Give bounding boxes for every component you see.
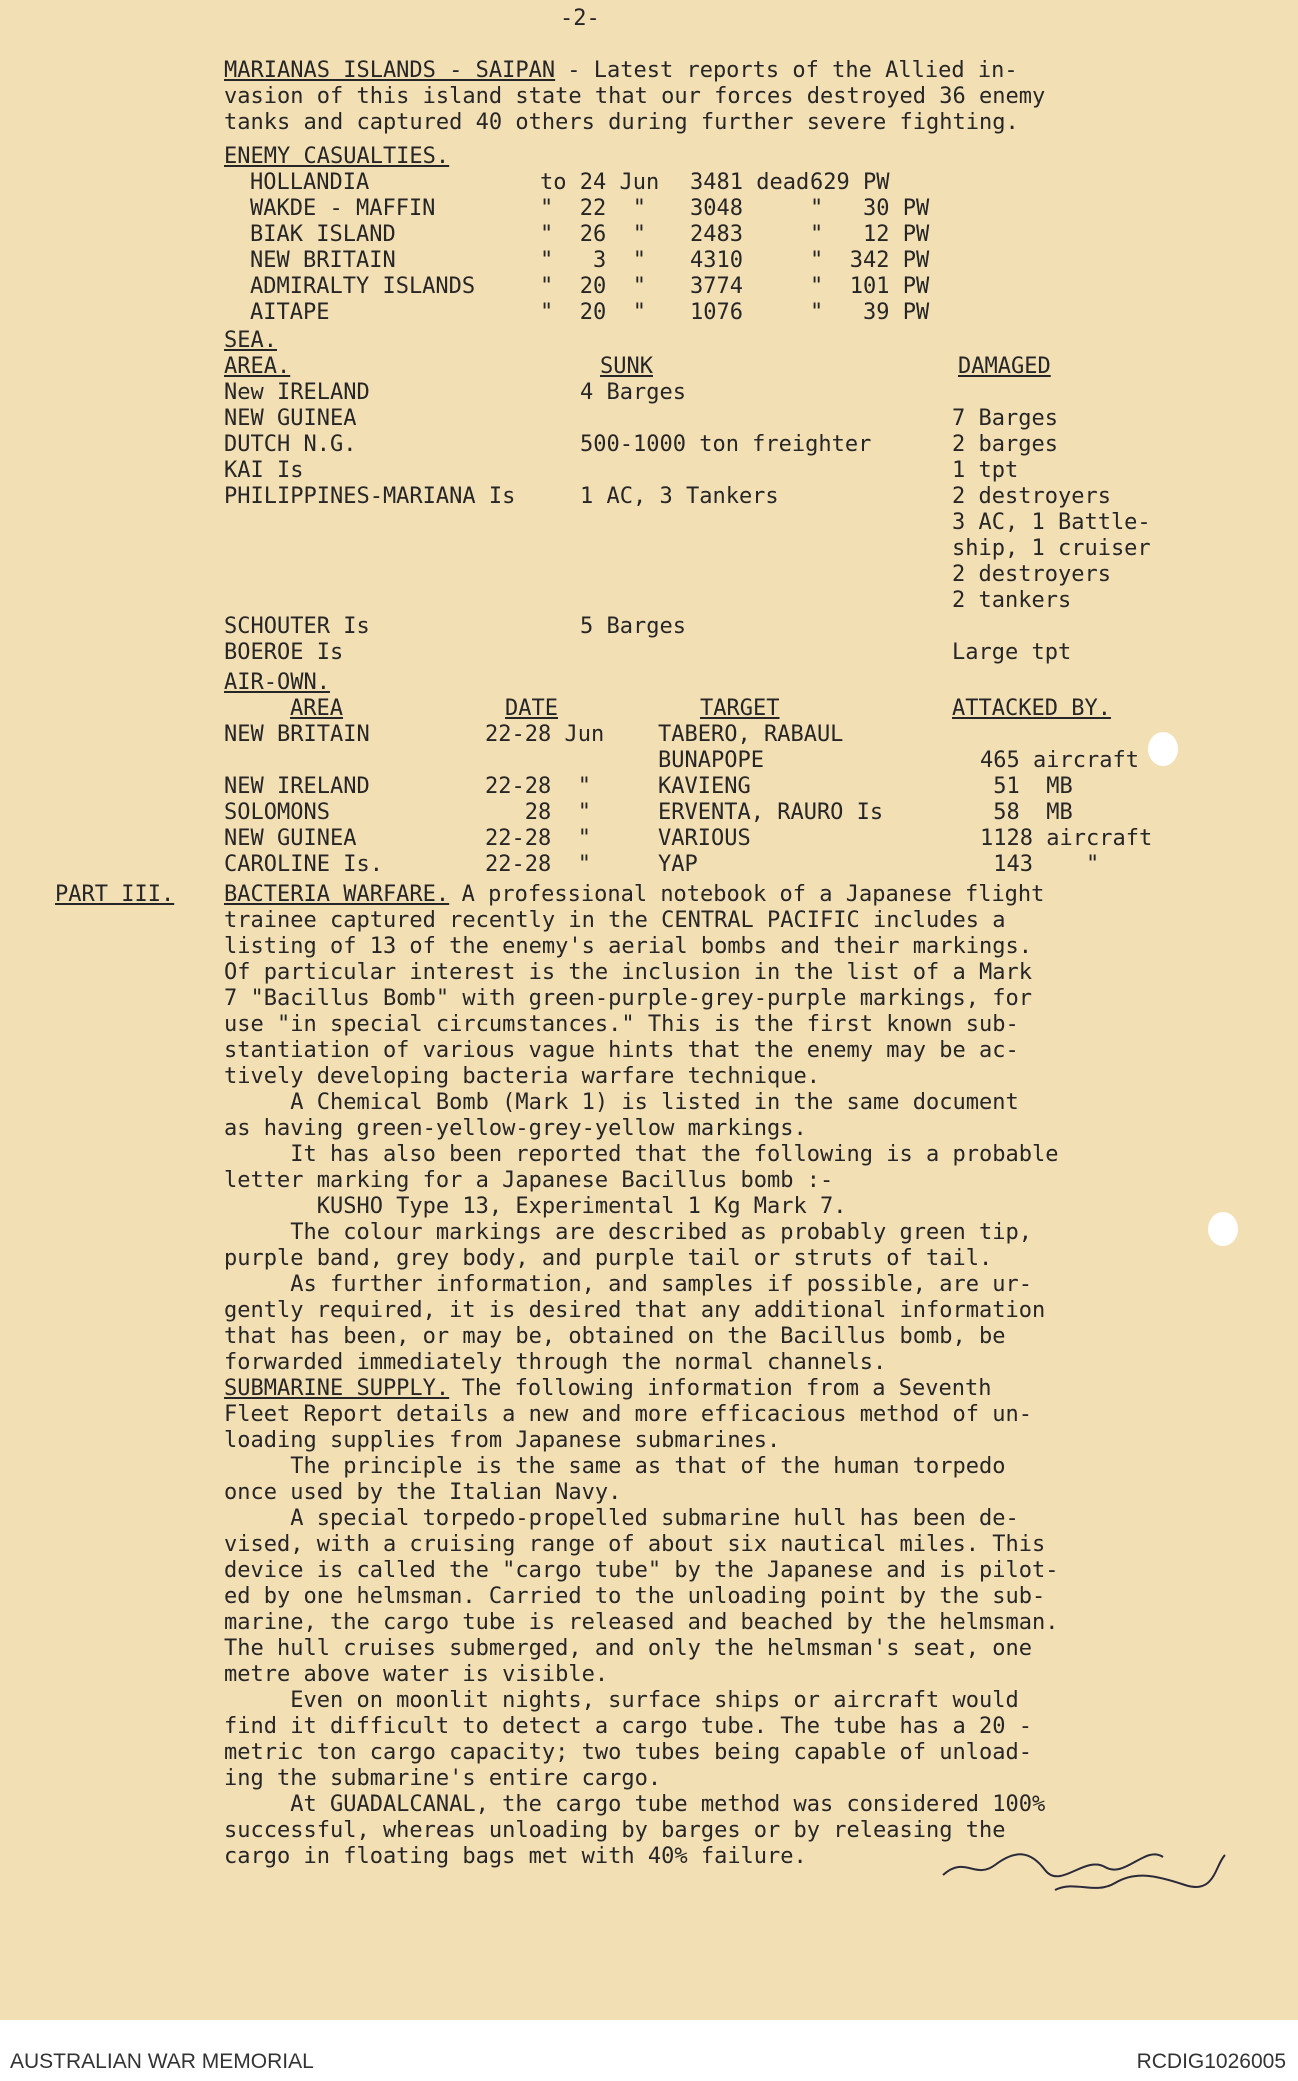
casualty-pw: 629 PW	[810, 170, 890, 195]
air-area: NEW GUINEA	[224, 826, 357, 851]
page-number: -2-	[560, 6, 600, 31]
bacteria-line: 7 "Bacillus Bomb" with green-purple-grey-purple markings, for	[224, 986, 1032, 1011]
sea-damaged: 3 AC, 1 Battle-	[952, 510, 1151, 535]
air-col-attacked: ATTACKED BY.	[952, 696, 1111, 721]
submarine-line: The following information from a Seventh	[448, 1376, 992, 1401]
sea-sunk: 1 AC, 3 Tankers	[580, 484, 779, 509]
submarine-line: The principle is the same as that of the human torpedo	[224, 1454, 1006, 1479]
submarine-heading: SUBMARINE SUPPLY.	[224, 1376, 450, 1401]
sea-area: NEW GUINEA	[224, 406, 357, 431]
sea-damaged: ship, 1 cruiser	[952, 536, 1151, 561]
casualty-pw: " 101 PW	[810, 274, 930, 299]
submarine-line: loading supplies from Japanese submarines.	[224, 1428, 781, 1453]
bacteria-heading: BACTERIA WARFARE.	[224, 882, 450, 907]
sea-damaged: 7 Barges	[952, 406, 1058, 431]
casualty-place: BIAK ISLAND	[250, 222, 396, 247]
bacteria-line: use "in special circumstances." This is the first known sub-	[224, 1012, 1019, 1037]
bacteria-line: purple band, grey body, and purple tail or struts of tail.	[224, 1246, 993, 1271]
submarine-line: cargo in floating bags met with 40% failure.	[224, 1844, 807, 1869]
sea-area: New IRELAND	[224, 380, 370, 405]
bacteria-line: It has also been reported that the following is a probable	[224, 1142, 1059, 1167]
footer-right: RCDIG1026005	[1136, 2050, 1286, 2073]
air-area: SOLOMONS	[224, 800, 330, 825]
casualty-dead: 4310	[690, 248, 743, 273]
air-target: KAVIENG	[658, 774, 751, 799]
submarine-line: metre above water is visible.	[224, 1662, 609, 1687]
bacteria-line: tively developing bacteria warfare technique.	[224, 1064, 821, 1089]
casualty-date: " 20 "	[540, 274, 646, 299]
air-date: 22-28 "	[485, 774, 591, 799]
air-target: YAP	[658, 852, 698, 877]
submarine-line: Even on moonlit nights, surface ships or aircraft would	[224, 1688, 1019, 1713]
casualty-place: NEW BRITAIN	[250, 248, 396, 273]
bacteria-line: listing of 13 of the enemy's aerial bombs and their markings.	[224, 934, 1032, 959]
footer-left: AUSTRALIAN WAR MEMORIAL	[10, 2050, 314, 2073]
casualty-dead: 3774	[690, 274, 743, 299]
submarine-line: once used by the Italian Navy.	[224, 1480, 622, 1505]
casualties-heading: ENEMY CASUALTIES.	[224, 144, 450, 169]
casualty-date: to 24 Jun	[540, 170, 660, 195]
bacteria-line: The colour markings are described as probably green tip,	[224, 1220, 1032, 1245]
sea-area: DUTCH N.G.	[224, 432, 357, 457]
submarine-line: Fleet Report details a new and more efficacious method of un-	[224, 1402, 1032, 1427]
air-area: NEW IRELAND	[224, 774, 370, 799]
air-target: TABERO, RABAUL	[658, 722, 844, 747]
air-area: CAROLINE Is.	[224, 852, 383, 877]
sea-damaged: 2 tankers	[952, 588, 1072, 613]
sea-col-damaged: DAMAGED	[958, 354, 1051, 379]
casualty-dead: 1076	[690, 300, 743, 325]
sea-sunk: 4 Barges	[580, 380, 686, 405]
sea-col-sunk: SUNK	[600, 354, 653, 379]
air-col-date: DATE	[505, 696, 558, 721]
air-target: VARIOUS	[658, 826, 751, 851]
sea-damaged: Large tpt	[952, 640, 1072, 665]
air-attacked: 465 aircraft	[980, 748, 1139, 773]
intro-heading: MARIANAS ISLANDS - SAIPAN	[224, 58, 556, 83]
sea-damaged: 1 tpt	[952, 458, 1019, 483]
casualty-pw: " 30 PW	[810, 196, 930, 221]
handwritten-signature	[935, 1835, 1235, 1910]
air-attacked: 51 MB	[980, 774, 1073, 799]
casualty-place: AITAPE	[250, 300, 330, 325]
air-area: NEW BRITAIN	[224, 722, 370, 747]
intro-line: - Latest reports of the Allied in-	[554, 58, 1018, 83]
air-attacked: 1128 aircraft	[980, 826, 1153, 851]
sea-damaged: 2 destroyers	[952, 484, 1111, 509]
sea-sunk: 500-1000 ton freighter	[580, 432, 872, 457]
sea-damaged: 2 barges	[952, 432, 1058, 457]
air-date: 22-28 "	[485, 852, 591, 877]
submarine-line: vised, with a cruising range of about six nautical miles. This	[224, 1532, 1046, 1557]
sea-area: BOEROE Is	[224, 640, 344, 665]
sea-col-area: AREA.	[224, 354, 291, 379]
bacteria-line: trainee captured recently in the CENTRAL PACIFIC includes a	[224, 908, 1006, 933]
sea-area: PHILIPPINES-MARIANA Is	[224, 484, 516, 509]
submarine-line: device is called the "cargo tube" by the Japanese and is pilot-	[224, 1558, 1059, 1583]
submarine-line: At GUADALCANAL, the cargo tube method was considered 100%	[224, 1792, 1046, 1817]
air-heading: AIR-OWN.	[224, 670, 330, 695]
casualty-date: " 26 "	[540, 222, 646, 247]
bacteria-line: Of particular interest is the inclusion in the list of a Mark	[224, 960, 1032, 985]
air-col-target: TARGET	[700, 696, 780, 721]
submarine-line: find it difficult to detect a cargo tube. The tube has a 20 -	[224, 1714, 1032, 1739]
bacteria-line: KUSHO Type 13, Experimental 1 Kg Mark 7.	[224, 1194, 847, 1219]
bacteria-line: As further information, and samples if possible, are ur-	[224, 1272, 1032, 1297]
casualty-dead: 3481 dead	[690, 170, 810, 195]
bacteria-line: that has been, or may be, obtained on the Bacillus bomb, be	[224, 1324, 1006, 1349]
part-label: PART III.	[55, 882, 175, 907]
bacteria-line: A Chemical Bomb (Mark 1) is listed in the same document	[224, 1090, 1019, 1115]
punch-hole-top	[1148, 732, 1178, 766]
casualty-pw: " 342 PW	[810, 248, 930, 273]
submarine-line: successful, whereas unloading by barges or by releasing the	[224, 1818, 1006, 1843]
intro-line: vasion of this island state that our forces destroyed 36 enemy	[224, 84, 1046, 109]
casualty-dead: 2483	[690, 222, 743, 247]
punch-hole-bottom	[1208, 1212, 1238, 1246]
bacteria-line: as having green-yellow-grey-yellow markings.	[224, 1116, 807, 1141]
air-target: BUNAPOPE	[658, 748, 764, 773]
casualty-date: " 22 "	[540, 196, 646, 221]
air-attacked: 143 "	[980, 852, 1100, 877]
bacteria-line: A professional notebook of a Japanese flight	[448, 882, 1045, 907]
casualty-place: WAKDE - MAFFIN	[250, 196, 436, 221]
casualty-pw: " 12 PW	[810, 222, 930, 247]
sea-area: SCHOUTER Is	[224, 614, 370, 639]
submarine-line: ing the submarine's entire cargo.	[224, 1766, 662, 1791]
intro-line: tanks and captured 40 others during further severe fighting.	[224, 110, 1019, 135]
bacteria-line: forwarded immediately through the normal channels.	[224, 1350, 887, 1375]
submarine-line: metric ton cargo capacity; two tubes being capable of unload-	[224, 1740, 1032, 1765]
submarine-line: ed by one helmsman. Carried to the unloading point by the sub-	[224, 1584, 1046, 1609]
sea-area: KAI Is	[224, 458, 304, 483]
sea-sunk: 5 Barges	[580, 614, 686, 639]
casualty-pw: " 39 PW	[810, 300, 930, 325]
bacteria-line: letter marking for a Japanese Bacillus bomb :-	[224, 1168, 834, 1193]
air-date: 22-28 "	[485, 826, 591, 851]
submarine-line: The hull cruises submerged, and only the helmsman's seat, one	[224, 1636, 1032, 1661]
air-col-area: AREA	[290, 696, 343, 721]
air-attacked: 58 MB	[980, 800, 1073, 825]
casualty-date: " 20 "	[540, 300, 646, 325]
casualty-date: " 3 "	[540, 248, 646, 273]
air-date: 22-28 Jun	[485, 722, 605, 747]
casualty-place: ADMIRALTY ISLANDS	[250, 274, 476, 299]
sea-heading: SEA.	[224, 328, 277, 353]
bacteria-line: gently required, it is desired that any additional information	[224, 1298, 1046, 1323]
sea-damaged: 2 destroyers	[952, 562, 1111, 587]
air-target: ERVENTA, RAURO Is	[658, 800, 884, 825]
submarine-line: A special torpedo-propelled submarine hull has been de-	[224, 1506, 1019, 1531]
casualty-place: HOLLANDIA	[250, 170, 370, 195]
submarine-line: marine, the cargo tube is released and beached by the helmsman.	[224, 1610, 1059, 1635]
casualty-dead: 3048	[690, 196, 743, 221]
air-date: 28 "	[485, 800, 591, 825]
bacteria-line: stantiation of various vague hints that the enemy may be ac-	[224, 1038, 1019, 1063]
